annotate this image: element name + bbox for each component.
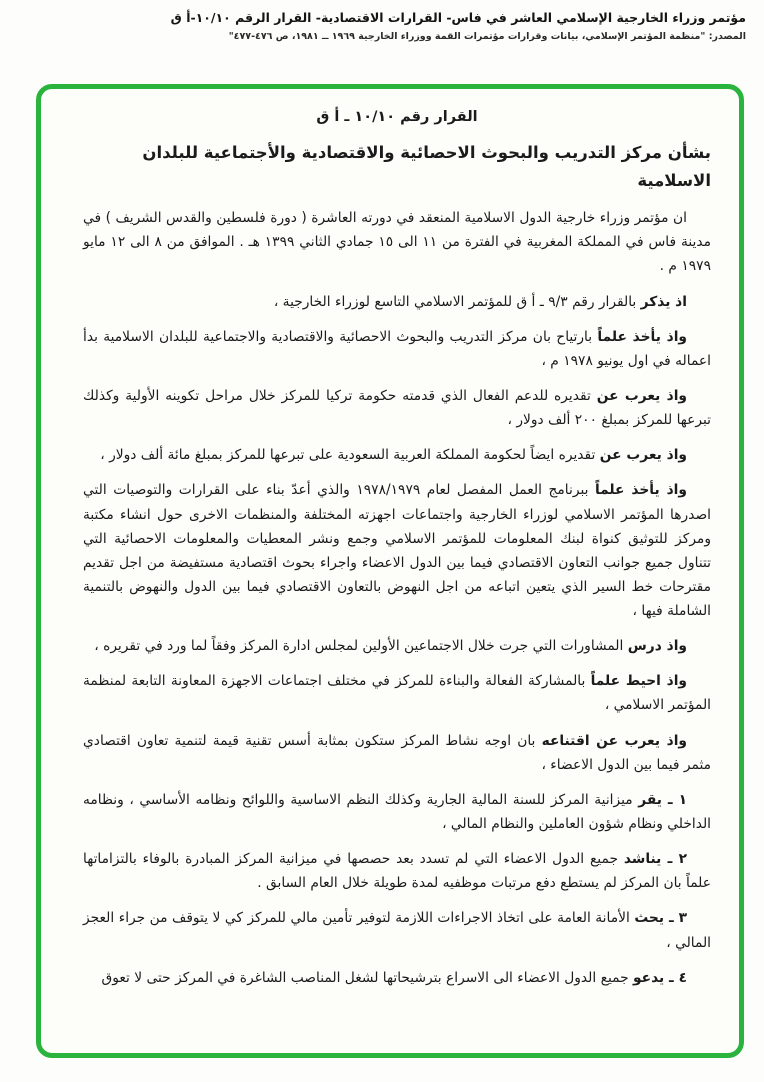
paragraph-lead: واذ يأخذ علماً: [597, 328, 687, 345]
resolution-number: القرار رقم ١٠/١٠ ـ أ ق: [316, 109, 478, 125]
paragraph-lead: ٢ ـ يناشد: [623, 851, 687, 868]
paragraph-lead: ٣ ـ يحث: [634, 910, 687, 927]
paragraph-text: بان اوجه نشاط المركز ستكون بمثابة أسس تقنية قيمة لتنمية تعاون اقتصادي مثمر فيما بين الدول الاعضاء ،: [83, 732, 711, 773]
paragraph: [83, 443, 711, 467]
paragraph-lead: واذ احيط علماً: [590, 673, 687, 690]
document-frame: [36, 84, 744, 1058]
document-header: [12, 9, 746, 42]
paragraph-text: تقديره ايضاً لحكومة المملكة العربية السعودية على تبرعها للمركز بمبلغ مائة ألف دولار ،: [100, 447, 596, 464]
paragraph: [83, 384, 711, 432]
paragraph-text: بالقرار رقم ٩/٣ ـ أ ق للمؤتمر الاسلامي التاسع لوزراء الخارجية ،: [273, 293, 637, 310]
paragraph: [83, 966, 711, 990]
paragraph-text: الأمانة العامة على اتخاذ الاجراءات اللازمة لتوفير تأمين مالي للمركز كي لا يتوقف من جراء العجز المالي ،: [83, 910, 711, 951]
paragraph-text: جميع الدول الاعضاء الى الاسراع بترشيحاتها لشغل المناصب الشاغرة في المركز حتى لا تعوق: [101, 969, 629, 986]
paragraph: [83, 325, 711, 373]
header-title: مؤتمر وزراء الخارجية الإسلامي العاشر في فاس- القرارات الاقتصادية- القرار الرقم ١٠/١٠-أ ق: [170, 10, 746, 25]
paragraph: [83, 729, 711, 777]
paragraph: [83, 290, 711, 314]
paragraph-text: بالمشاركة الفعالة والبناءة للمركز في مختلف اجتماعات الاجهزة المعاونة التابعة لمنظمة المؤتمر الاسلامي ،: [83, 673, 711, 714]
paragraph-lead: واذ يعرب عن: [596, 387, 688, 404]
header-source: المصدر: "منظمة المؤتمر الإسلامي، بيانات وقرارات مؤتمرات القمة ووزراء الخارجية ١٩٦٩ ــ ١٩٨١، ص ٤٧٦-٤٧٧": [228, 31, 746, 43]
paragraph-lead: واذ يعرب عن: [599, 447, 687, 464]
paragraph-text: ببرنامج العمل المفصل لعام ١٩٧٨/١٩٧٩ والذي أعدّ بناء على القرارات والتوصيات التي اصدرها المؤتمر الاسلامي لوزراء الخارجية واجتماعات اجهزته المختلفة والمنظمات الاخرى حول انشاء مكتبة ومركز للتوثيق كنواة لبنك المعلومات للمؤتمر الاسلامي وجمع ونشر المعطيات والمعلومات الاحصائية التي تتناول جميع جوانب التعاون الاقتصادي فيما بين الدول الاعضاء واجراء بحوث اقتصادية مستفيضة من اجل تقديم مقترحات خط السير الذي يتعين اتباعه من اجل النهوض بالتعاون الاقتصادي فيما بين الدول والنهوض بالتنمية الشاملة فيها ،: [83, 482, 711, 620]
paragraph: [83, 906, 711, 954]
resolution-subject: بشأن مركز التدريب والبحوث الاحصائية والاقتصادية والأجتماعية للبلدان الاسلامية: [142, 143, 711, 191]
paragraph-text: ميزانية المركز للسنة المالية الجارية وكذلك النظم الاساسية واللوائح ونظامه الأساسي ، ونظامه الداخلي ونظام شؤون العاملين والنظام المالي ،: [83, 791, 711, 833]
paragraph-text: المشاورات التي جرت خلال الاجتماعين الأولين لمجلس ادارة المركز وفقاً لما ورد في تقريره ،: [94, 638, 624, 655]
paragraph: [83, 788, 711, 836]
paragraph-lead: واذ يأخذ علماً: [594, 482, 687, 499]
paragraph: [83, 634, 711, 658]
paragraph: [83, 669, 711, 717]
paragraph: [83, 847, 711, 895]
paragraph-lead: واذ درس: [627, 638, 687, 655]
paragraph-lead: ١ ـ يقر: [638, 791, 688, 808]
paragraph: [83, 478, 711, 623]
paragraph: [83, 206, 711, 278]
paragraph-lead: اذ يذكر: [640, 293, 687, 310]
paragraph-text: بارتياح بان مركز التدريب والبحوث الاحصائية والاقتصادية والاجتماعية للبلدان الاسلامية بدأ اعماله في اول يونيو ١٩٧٨ م ،: [83, 328, 711, 369]
paragraph-lead: واذ يعرب عن اقتناعه: [541, 732, 687, 749]
paragraph-lead: ٤ ـ يدعو: [633, 969, 687, 986]
paragraph-text: تقديره للدعم الفعال الذي قدمته حكومة تركيا للمركز خلال مراحل تكوينه الأولية وكذلك تبرعها للمركز بمبلغ ٢٠٠ ألف دولار ،: [83, 387, 711, 429]
paragraph-text: جميع الدول الاعضاء التي لم تسدد بعد حصصها في ميزانية المركز المبادرة بالوفاء بالتزاماتها علماً بان المركز لم يستطع دفع مرتبات موظفيه لمدة طويلة خلال العام السابق .: [83, 851, 711, 892]
paragraph-container: [83, 206, 711, 990]
paragraph-text: ان مؤتمر وزراء خارجية الدول الاسلامية المنعقد في دورته العاشرة ( دورة فلسطين والقدس الشريف ) في مدينة فاس في المملكة المغربية في الفترة من ١١ الى ١٥ جمادي الثاني ١٣٩٩ هـ . الموافق من ٨ الى ١٢ مايو ١٩٧٩ م .: [83, 210, 711, 275]
